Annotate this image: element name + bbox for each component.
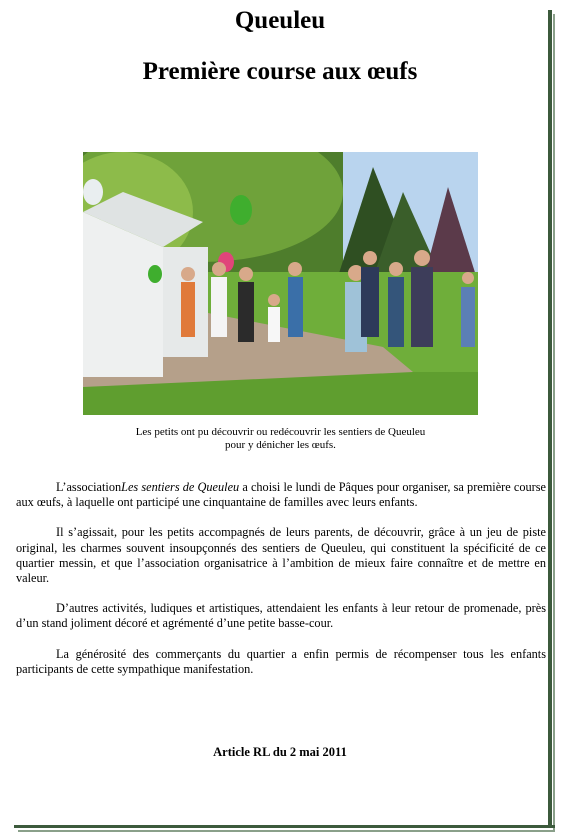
article-paragraph-4: La générosité des commerçants du quartier a enfin permis de récompenser tous les enfants participants de cette sympathique manifestation. [16,646,546,676]
page-title: Queuleu [234,7,326,34]
page-border-bottom-shadow [18,830,555,832]
article-headline: Première course aux œufs [142,58,418,85]
page-border-right-shadow [553,14,555,830]
article-paragraph-1 [16,480,546,510]
article-paragraph-2: Il s’agissait, pour les petits accompagnés de leurs parents, de découvrir, grâce à un jeu de piste original, les charmes souvent insoupçonnés des sentiers de Queuleu, qui constituent la spécificité de ce quartier messin, et que l’association organisatrice à l’ambition de mieux faire connaître et de mettre en valeur. [16,525,546,586]
association-intro: L’association [56,480,122,494]
article-source: Article RL du 2 mai 2011 [213,745,347,759]
photo-caption-line-2: pour y dénicher les œufs. [225,439,336,451]
article-body [16,480,546,692]
paragraph-1-rest: a choisi le lundi de Pâques pour organiser, sa première course aux œufs, à laquelle ont participé une cinquantaine de familles avec leurs enfants. [16,480,546,510]
page-border-right [548,10,552,828]
association-name: Les sentiers de Queuleu [121,480,240,494]
page-border-bottom [14,825,555,828]
photo-caption-line-1: Les petits ont pu découvrir ou redécouvrir les sentiers de Queuleu [135,426,426,438]
event-photo [83,152,478,415]
article-paragraph-3: D’autres activités, ludiques et artistiques, attendaient les enfants à leur retour de promenade, près d’un stand joliment décoré et agrémenté d’une petite basse-cour. [16,601,546,631]
photo-caption [83,426,478,452]
